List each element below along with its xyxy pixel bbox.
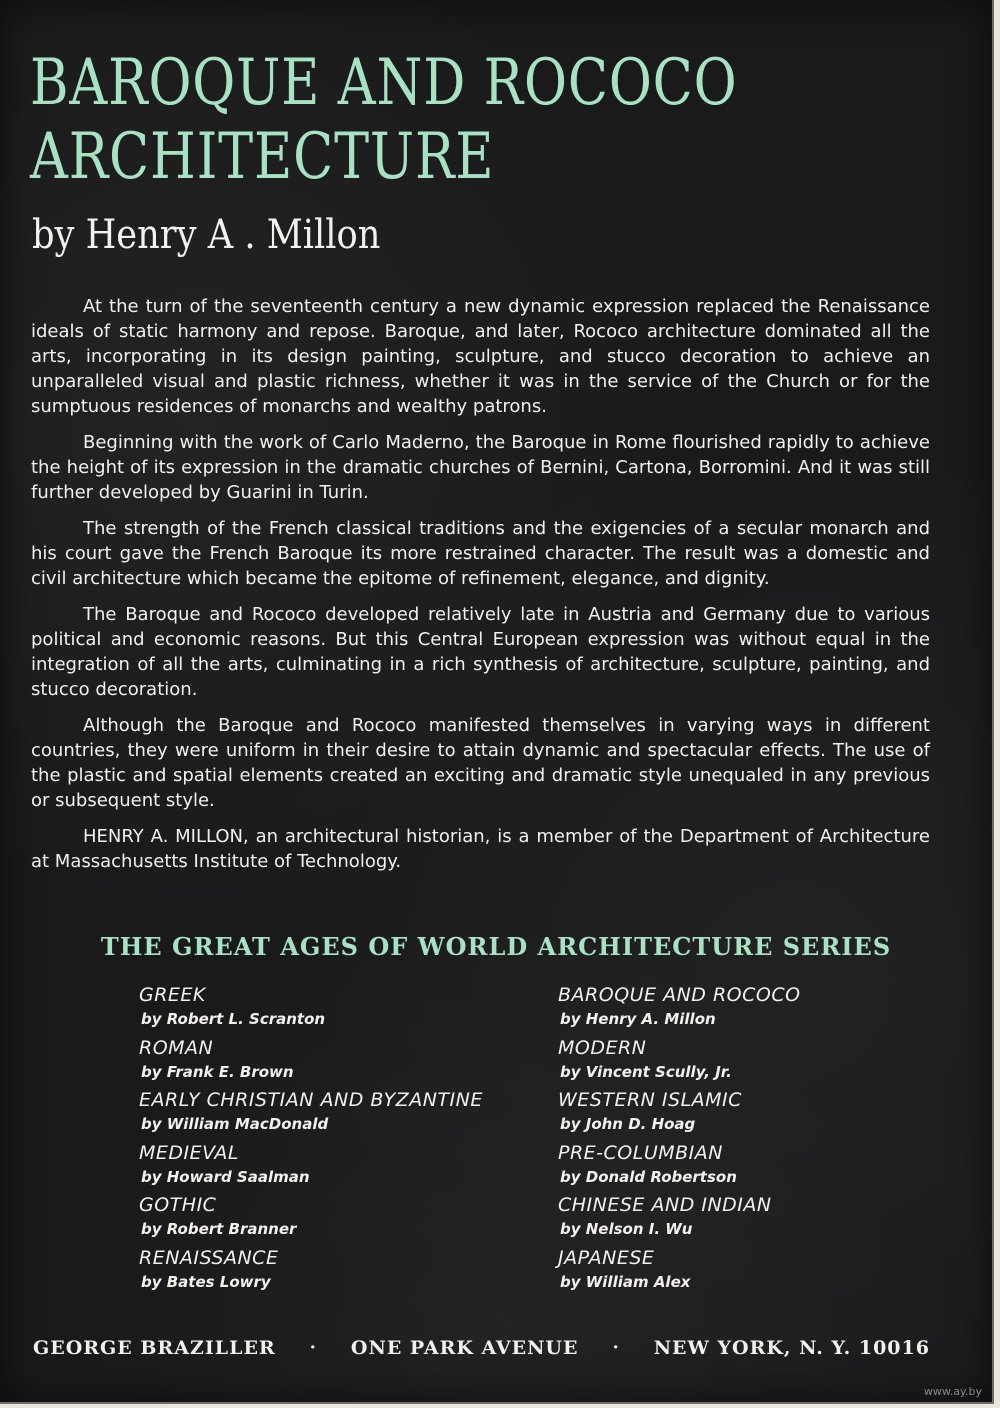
series-item-renaissance <box>139 1246 529 1299</box>
series-list-left <box>139 983 529 1298</box>
separator-dot: · <box>612 1337 620 1358</box>
series-item-author: by William MacDonald <box>141 1115 329 1133</box>
book-title <box>30 46 737 194</box>
series-item-author: by Donald Robertson <box>560 1167 737 1186</box>
series-item-title: BAROQUE AND ROCOCO <box>558 984 801 1006</box>
series-item-chinese-indian <box>558 1193 948 1246</box>
book-title-line-1: BAROQUE AND ROCOCO <box>30 46 738 120</box>
series-item-title: CHINESE AND INDIAN <box>558 1194 772 1216</box>
description-paragraph: The strength of the French classical traditions and the exigencies of a secular monarch and his court gave the French Baroque its more restrained character. The result was a domestic and civil architecture which became the epitome of refinement, elegance, and dignity. <box>31 518 930 589</box>
series-item-modern <box>558 1036 948 1089</box>
series-item-title: MODERN <box>558 1036 647 1059</box>
description-paragraph: At the turn of the seventeenth century a new dynamic expression replaced the Renaissance ideals of static harmony and repose. Baroque, and later, Rococo architecture dominated all the arts, incorporating in its design painting, sculpture, and stucco decoration to achieve an unparalleled visual and plastic richness, whether it was in the service of the Church or for the sumptuous residences of monarchs and wealthy patrons. <box>31 296 930 417</box>
series-item-roman <box>139 1036 529 1089</box>
series-item-pre-columbian <box>558 1141 948 1194</box>
series-item-title: PRE-COLUMBIAN <box>558 1141 723 1164</box>
separator-dot: · <box>309 1337 317 1358</box>
series-item-author: by Nelson I. Wu <box>560 1220 693 1238</box>
book-title-line-2: ARCHITECTURE <box>30 120 495 194</box>
series-item-title: MEDIEVAL <box>139 1141 239 1164</box>
publisher-name: GEORGE BRAZILLER <box>33 1337 276 1359</box>
series-heading: THE GREAT AGES OF WORLD ARCHITECTURE SERIES <box>100 932 892 961</box>
series-item-title: ROMAN <box>139 1036 214 1059</box>
series-item-title: RENAISSANCE <box>139 1246 279 1269</box>
description-text <box>31 294 930 885</box>
series-item-title: WESTERN ISLAMIC <box>558 1089 742 1111</box>
series-item-author: by Robert L. Scranton <box>141 1010 326 1028</box>
description-paragraph: Although the Baroque and Rococo manifested themselves in varying ways in different countries, they were uniform in their desire to attain dynamic and spectacular effects. The use of the plastic and spatial elements created an exciting and dramatic style unequaled in any previous or subsequent style. <box>31 715 930 811</box>
series-item-author: by John D. Hoag <box>560 1115 696 1133</box>
series-item-author: by William Alex <box>560 1272 691 1291</box>
series-item-early-christian-byzantine <box>139 1088 529 1141</box>
series-item-author: by Henry A. Millon <box>560 1010 716 1028</box>
series-item-author: by Vincent Scully, Jr. <box>560 1062 732 1081</box>
publisher-line <box>33 1333 930 1363</box>
series-item-title: GOTHIC <box>139 1194 217 1216</box>
series-item-title: EARLY CHRISTIAN AND BYZANTINE <box>139 1089 483 1111</box>
description-paragraph: The Baroque and Rococo developed relatively late in Austria and Germany due to various political and economic reasons. But this Central European expression was without equal in the integration of all the arts, culminating in a rich synthesis of architecture, sculpture, painting, and stucco decoration. <box>31 604 930 700</box>
series-item-title: GREEK <box>139 984 206 1006</box>
author-bio-paragraph: HENRY A. MILLON, an architectural historian, is a member of the Department of Architecture at Massachusetts Institute of Technology. <box>31 826 930 872</box>
series-item-author: by Robert Branner <box>141 1220 297 1238</box>
publisher-address: ONE PARK AVENUE <box>350 1337 579 1359</box>
series-item-title: JAPANESE <box>558 1246 655 1269</box>
series-item-medieval <box>139 1141 529 1194</box>
series-item-author: by Howard Saalman <box>141 1167 310 1186</box>
series-item-author: by Bates Lowry <box>141 1272 271 1291</box>
series-list-right <box>558 983 948 1298</box>
series-item-western-islamic <box>558 1088 948 1141</box>
series-item-japanese <box>558 1246 948 1299</box>
watermark: www.ay.by <box>923 1385 982 1398</box>
series-item-baroque-rococo <box>558 983 948 1036</box>
series-item-author: by Frank E. Brown <box>141 1062 294 1081</box>
description-paragraph: Beginning with the work of Carlo Maderno, the Baroque in Rome flourished rapidly to achieve the height of its expression in the dramatic churches of Bernini, Cartona, Borromini. And it was still further developed by Guarini in Turin. <box>31 432 930 503</box>
publisher-city: NEW YORK, N. Y. 10016 <box>653 1337 930 1359</box>
series-item-greek <box>139 983 529 1036</box>
series-item-gothic <box>139 1193 529 1246</box>
book-author: by Henry A . Millon <box>32 212 381 258</box>
